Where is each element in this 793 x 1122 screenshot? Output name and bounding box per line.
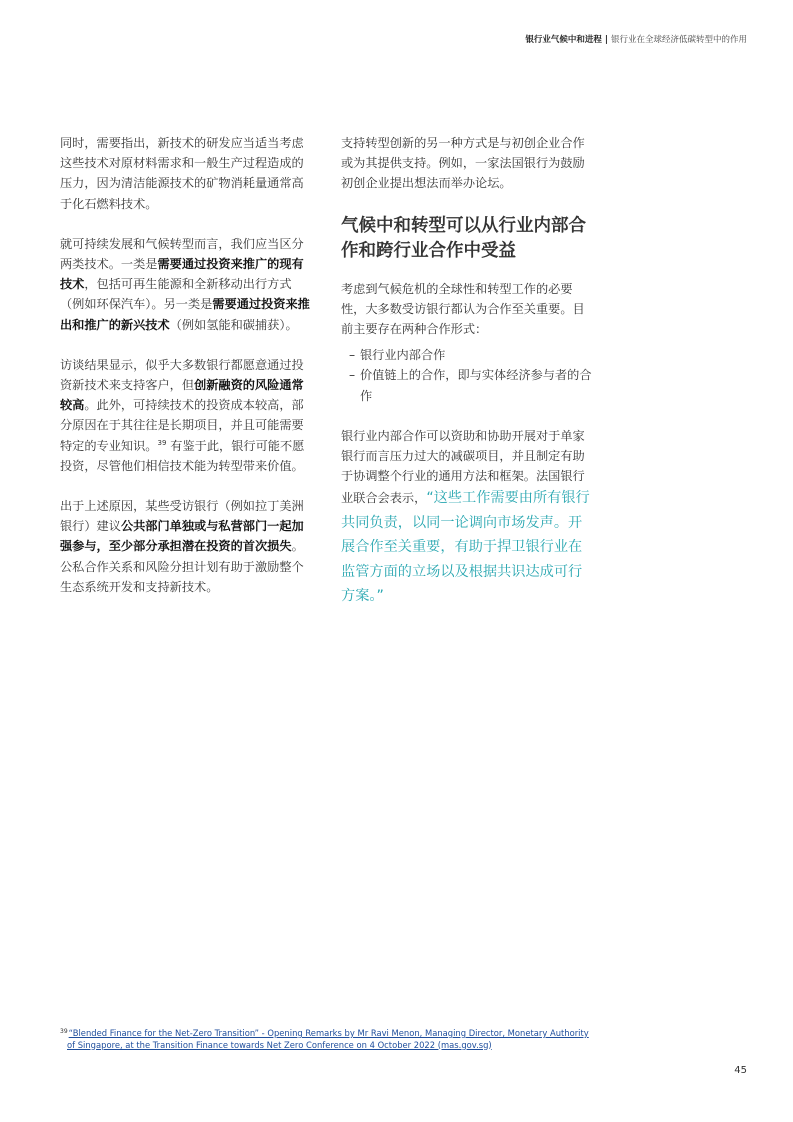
header-subtitle: 银行业在全球经济低碳转型中的作用 [610, 35, 747, 45]
paragraph-cooperation-intro [341, 279, 595, 340]
paragraph-text: 就可持续发展和气候转型而言，我们应当区分两类技术。一类是 [60, 236, 304, 272]
bold-innovation-risk: 创新融资的风险通常较高 [60, 378, 304, 413]
bold-public-sector: 公共部门单独或与私营部门一起加强参与，至少部分承担潜在投资的首次损失 [60, 519, 304, 554]
paragraph-public-sector [60, 496, 314, 597]
footnote-link-continued[interactable]: of Singapore, at the Transition Finance towards Net Zero Conference on 4 October 2022 (mas.gov.sg) [67, 1039, 492, 1050]
footnote-number: 39 [60, 1028, 68, 1035]
paragraph-innovation-risk [60, 355, 314, 476]
list-item: – 银行业内部合作 [341, 345, 595, 365]
paragraph-text: （例如氢能和碳捕获）。 [169, 317, 298, 332]
paragraph-text: 银行业内部合作可以资助和协助开展对于单家银行而言压力过大的减碳项目，并且制定有助于协调整个行业的通用方法和框架。法国银行业联合会表示， [341, 428, 585, 506]
pull-quote: “这些工作需要由所有银行共同负责，以同一论调向市场发声。开展合作至关重要，有助于捍卫银行业在监管方面的立场以及根据共识达成可行方案。” [341, 490, 590, 605]
page-number: 45 [734, 1065, 747, 1076]
paragraph-text: 访谈结果显示，似乎大多数银行都愿意通过投资新技术来支持客户，但 [60, 357, 304, 393]
footnote [60, 1026, 600, 1051]
paragraph-text: 考虑到气候危机的全球性和转型工作的必要性，大多数受访银行都认为合作至关重要。目前主要存在两种合作形式： [341, 281, 585, 337]
paragraph-text: 。此外，可持续技术的投资成本较高，部分原因在于其往往是长期项目，并且可能需要特定的专业知识。 [60, 398, 304, 453]
running-header [525, 33, 747, 45]
cooperation-forms-list [341, 345, 595, 406]
header-separator: | [604, 35, 608, 45]
paragraph-text: 有鉴于此，银行可能不愿投资，尽管他们相信技术能为转型带来价值。 [60, 438, 305, 473]
header-section-title: 银行业气候中和进程 [525, 35, 602, 45]
footnote-link[interactable]: “Blended Finance for the Net-Zero Transition” - Opening Remarks by Mr Ravi Menon, Managing Director, Monetary Authority [68, 1028, 589, 1038]
list-item: – 价值链上的合作，即与实体经济参与者的合作 [341, 365, 595, 405]
bold-existing-tech: 需要通过投资来推广的现有技术 [60, 257, 304, 292]
paragraph-text: 同时，需要指出，新技术的研发应当适当考虑这些技术对原材料需求和一般生产过程造成的压力，因为清洁能源技术的矿物消耗量通常高于化石燃料技术。 [60, 136, 304, 211]
left-column [60, 133, 314, 617]
paragraph-intra-industry [341, 426, 595, 609]
paragraph-startups [341, 133, 595, 194]
section-heading: 气候中和转型可以从行业内部合作和跨行业合作中受益 [341, 215, 586, 261]
paragraph-text: 。公私合作关系和风险分担计划有助于激励整个生态系统开发和支持新技术。 [60, 539, 304, 594]
paragraph-text: 出于上述原因，某些受访银行（例如拉丁美洲银行）建议 [60, 499, 304, 534]
right-column [341, 133, 595, 629]
footnote-reference[interactable]: 39 [157, 438, 167, 447]
paragraph-text: ，包括可再生能源和全新移动出行方式（例如环保汽车）。另一类是 [60, 277, 292, 312]
paragraph-two-technology-types [60, 234, 314, 335]
bold-emerging-tech: 需要通过投资来推出和推广的新兴技术 [60, 297, 310, 332]
paragraph-material-pressure [60, 133, 314, 214]
paragraph-text: 支持转型创新的另一种方式是与初创企业合作或为其提供支持。例如，一家法国银行为鼓励初创企业提出想法而举办论坛。 [341, 136, 585, 191]
